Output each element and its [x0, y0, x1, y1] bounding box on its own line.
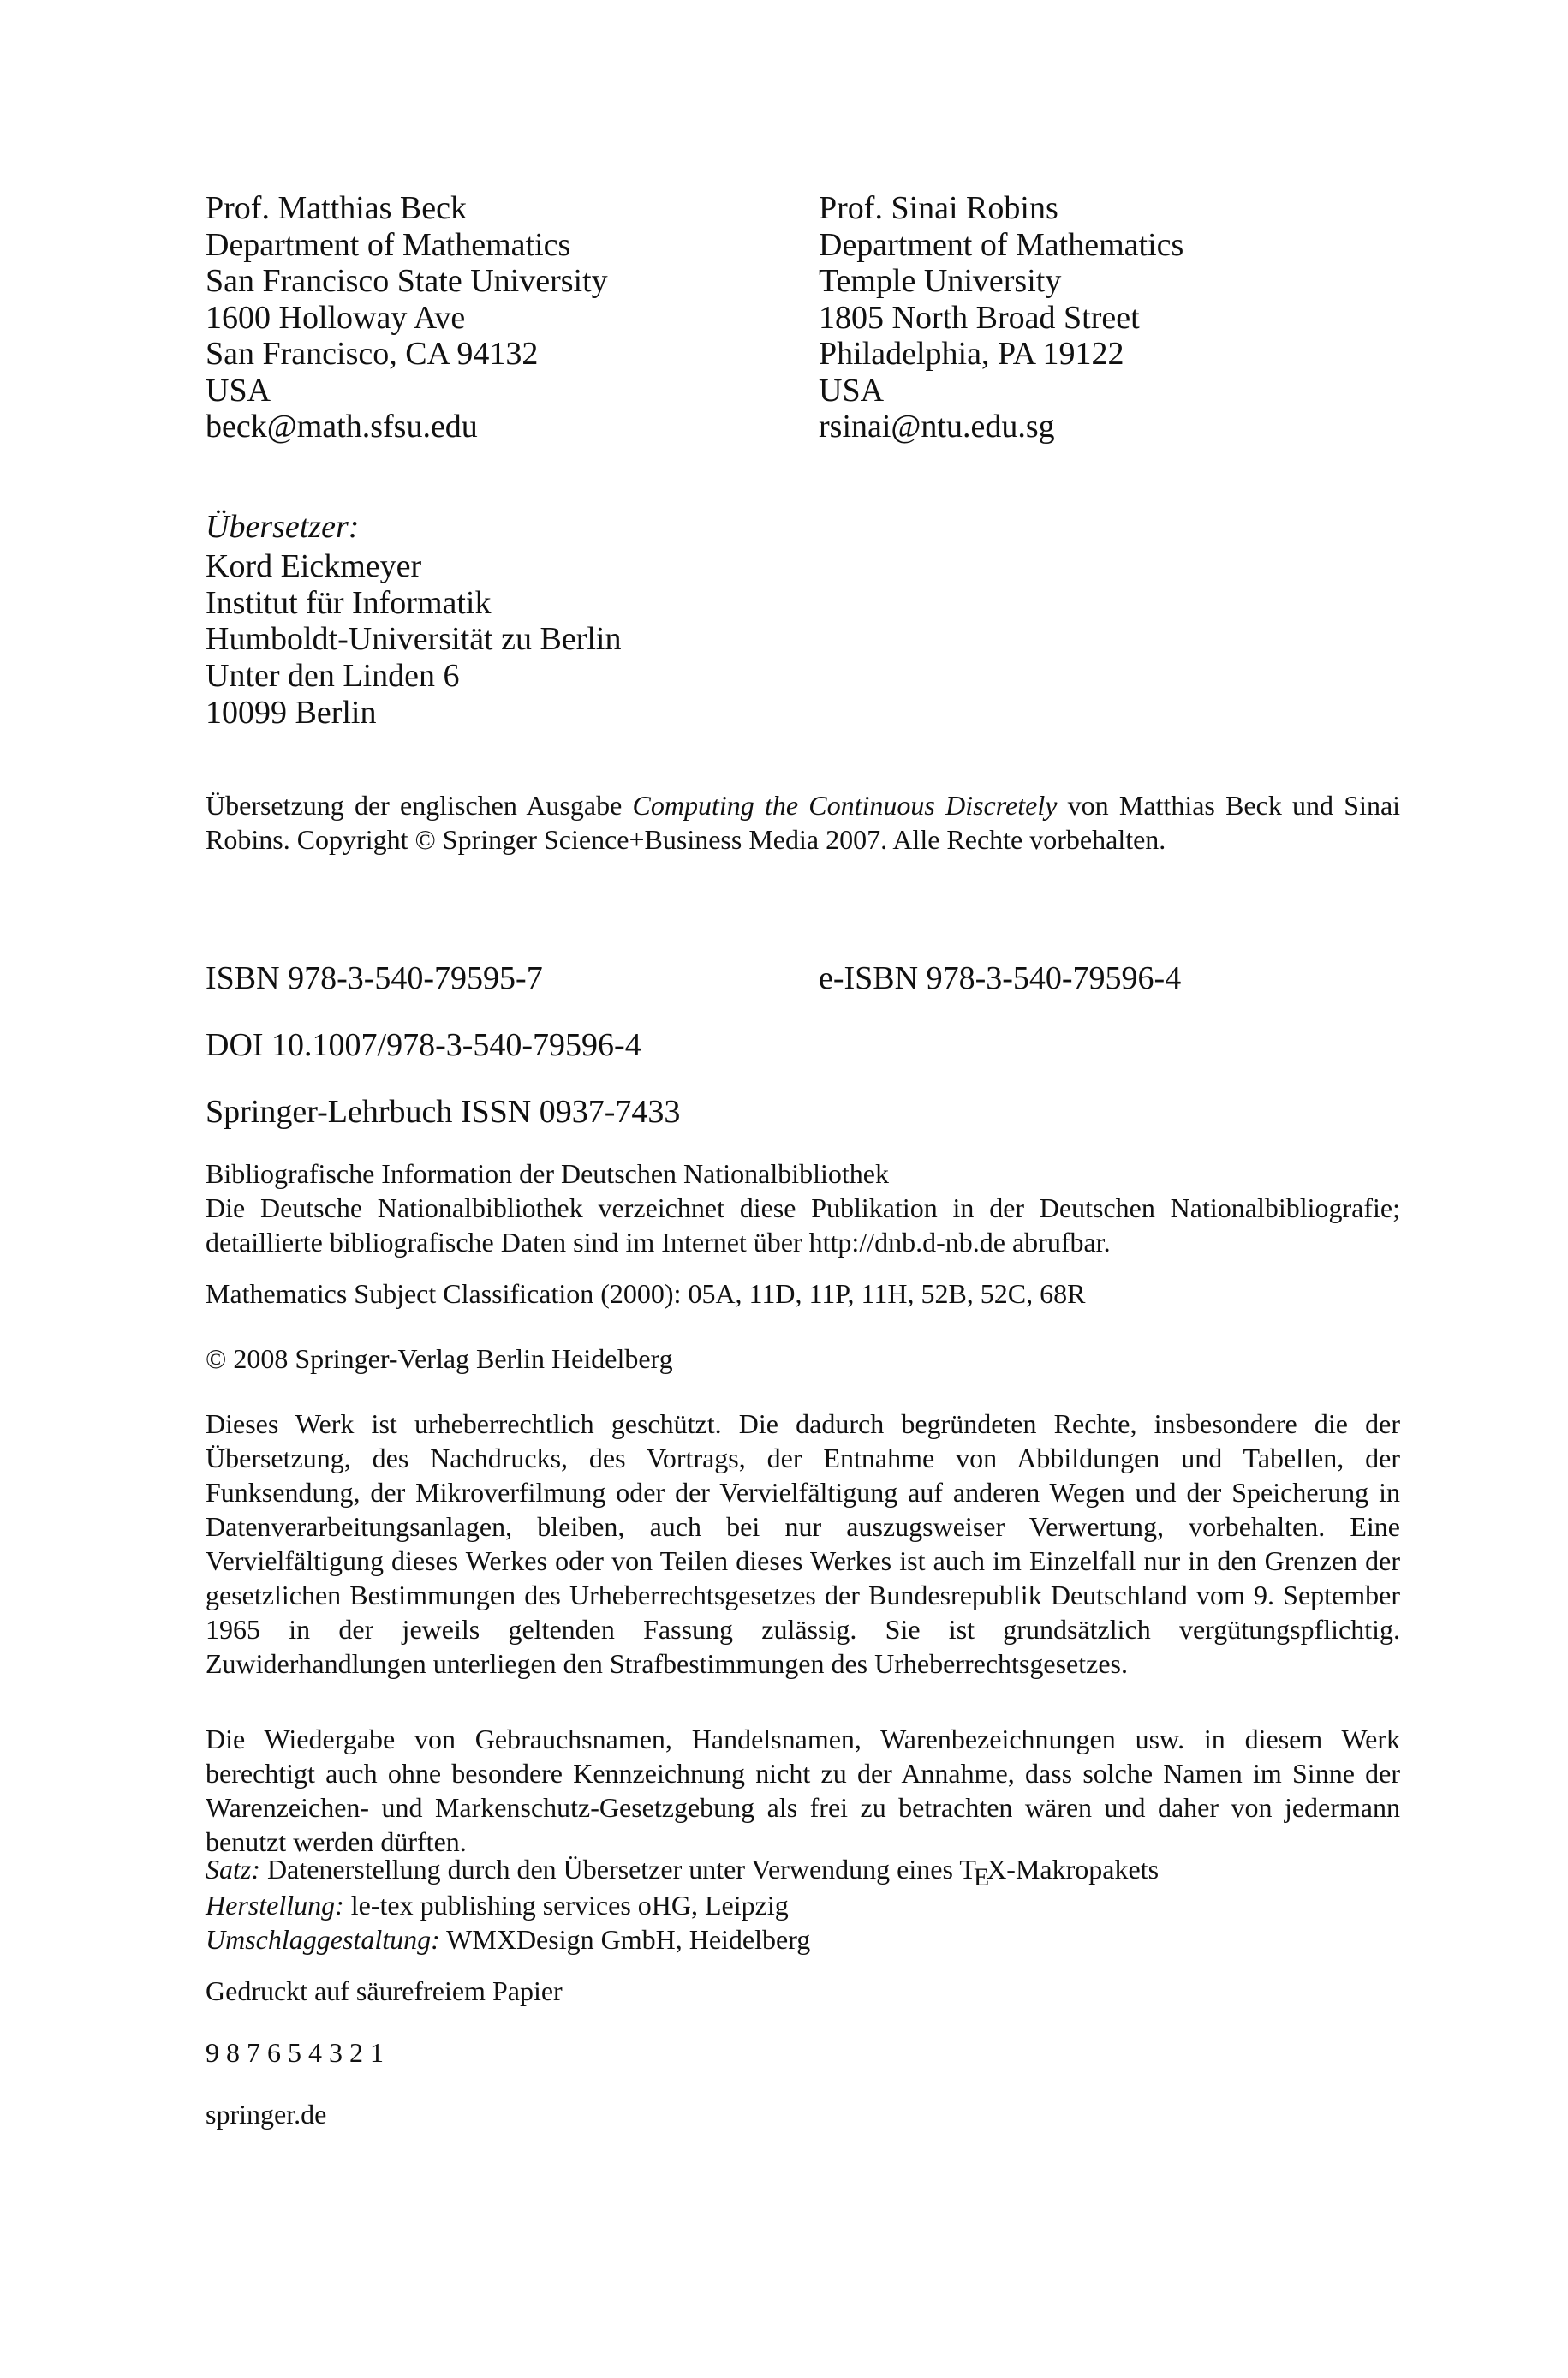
- publisher-website: springer.de: [206, 2099, 327, 2130]
- translator-name: Kord Eickmeyer: [206, 548, 422, 584]
- trademark-paragraph: Die Wiedergabe von Gebrauchsnamen, Handelsnamen, Warenbezeichnungen usw. in diesem Werk berechtigt auch ohne besondere Kennzeichnung nicht zu der Annahme, dass solche Namen im Sinne der Warenzeichen- und Markenschutz-Gesetzgebung als frei zu betrachten wären und daher von jedermann benutzt werden dürften.: [206, 1724, 1400, 1857]
- copyright-notice: © 2008 Springer-Verlag Berlin Heidelberg: [206, 1343, 673, 1374]
- satz-text: Datenerstellung durch den Übersetzer unter Verwendung eines: [267, 1854, 953, 1885]
- satz-line: [206, 1852, 1400, 1891]
- translator-university: Humboldt-Universität zu Berlin: [206, 621, 622, 658]
- herstellung-label: Herstellung:: [206, 1890, 344, 1921]
- original-edition-note: [206, 788, 1400, 857]
- author-country: USA: [819, 372, 885, 409]
- original-edition-title: Computing the Continuous Discretely: [632, 790, 1058, 821]
- author-city: Philadelphia, PA 19122: [819, 336, 1124, 372]
- translator-street: Unter den Linden 6: [206, 658, 460, 695]
- production-credits: [206, 1852, 1400, 1957]
- translator-institute: Institut für Informatik: [206, 584, 492, 621]
- translator-heading: Übersetzer:: [206, 509, 360, 545]
- e-isbn: e-ISBN 978-3-540-79596-4: [819, 960, 1182, 996]
- author-email: rsinai@ntu.edu.sg: [819, 409, 1055, 445]
- author-beck-address: [206, 190, 608, 445]
- author-university: San Francisco State University: [206, 263, 608, 299]
- paper-note: Gedruckt auf säurefreiem Papier: [206, 1975, 563, 2006]
- satz-text-suffix: -Makropakets: [1006, 1854, 1160, 1885]
- translator-address: [206, 548, 621, 732]
- original-edition-prefix: Übersetzung der englischen Ausgabe: [206, 790, 623, 821]
- translator-city: 10099 Berlin: [206, 694, 377, 731]
- author-robins-address: [819, 190, 1183, 445]
- author-email: beck@math.sfsu.edu: [206, 409, 478, 445]
- doi: DOI 10.1007/978-3-540-79596-4: [206, 1027, 641, 1063]
- copyright-page: [206, 190, 1401, 2130]
- umschlag-label: Umschlaggestaltung:: [206, 1924, 440, 1955]
- bibliographic-information: [206, 1156, 1400, 1259]
- tex-logo-e: E: [973, 1863, 990, 1891]
- umschlag-text: WMXDesign GmbH, Heidelberg: [446, 1924, 811, 1955]
- author-department: Department of Mathematics: [206, 226, 571, 263]
- bibliographic-text: Die Deutsche Nationalbibliothek verzeichnet diese Publikation in der Deutschen Nationalbibliografie; detaillierte bibliografische Daten sind im Internet über http://dnb.d-nb.de abrufbar.: [206, 1192, 1400, 1258]
- bibliographic-title: Bibliografische Information der Deutschen Nationalbibliothek: [206, 1158, 889, 1189]
- author-name: Prof. Matthias Beck: [206, 190, 468, 226]
- umschlag-line: [206, 1922, 1400, 1957]
- isbn: ISBN 978-3-540-79595-7: [206, 960, 543, 996]
- series-issn: Springer-Lehrbuch ISSN 0937-7433: [206, 1094, 681, 1130]
- author-street: 1805 North Broad Street: [819, 299, 1140, 336]
- herstellung-text: le-tex publishing services oHG, Leipzig: [350, 1890, 789, 1921]
- herstellung-line: [206, 1888, 1400, 1922]
- tex-logo: [959, 1854, 1007, 1891]
- author-addresses: [206, 190, 1400, 456]
- satz-label: Satz:: [206, 1854, 260, 1885]
- author-street: 1600 Holloway Ave: [206, 299, 466, 336]
- tex-logo-x: X: [987, 1854, 1007, 1885]
- author-city: San Francisco, CA 94132: [206, 336, 539, 372]
- subject-classification: Mathematics Subject Classification (2000): 05A, 11D, 11P, 11H, 52B, 52C, 68R: [206, 1278, 1086, 1309]
- rights-paragraph: Dieses Werk ist urheberrechtlich geschützt. Die dadurch begründeten Rechte, insbesondere die der Übersetzung, des Nachdrucks, des Vortrags, der Entnahme von Abbildungen und Tabellen, der Funksendung, der Mikroverfilmung oder der Vervielfältigung auf anderen Wegen und der Speicherung in Datenverarbeitungsanlagen, bleiben, auch bei nur auszugsweiser Verwertung, vorbehalten. Eine Vervielfältigung dieses Werkes oder von Teilen dieses Werkes ist auch im Einzelfall nur in den Grenzen der gesetzlichen Bestimmungen des Urheberrechtsgesetzes der Bundesrepublik Deutschland vom 9. September 1965 in der jeweils geltenden Fassung zulässig. Sie ist grundsätzlich vergütungspflichtig. Zuwiderhandlungen unterliegen den Strafbestimmungen des Urheberrechtsgesetzes.: [206, 1408, 1400, 1679]
- author-country: USA: [206, 372, 271, 409]
- author-name: Prof. Sinai Robins: [819, 190, 1058, 226]
- original-edition-suffix: von Matthias Beck und Sinai Robins. Copyright © Springer Science+Business Media 2007. Alle Rechte vorbehalten.: [206, 790, 1401, 855]
- tex-logo-t: T: [959, 1854, 976, 1885]
- print-run: 9 8 7 6 5 4 3 2 1: [206, 2037, 384, 2068]
- author-department: Department of Mathematics: [819, 226, 1184, 263]
- author-university: Temple University: [819, 263, 1062, 299]
